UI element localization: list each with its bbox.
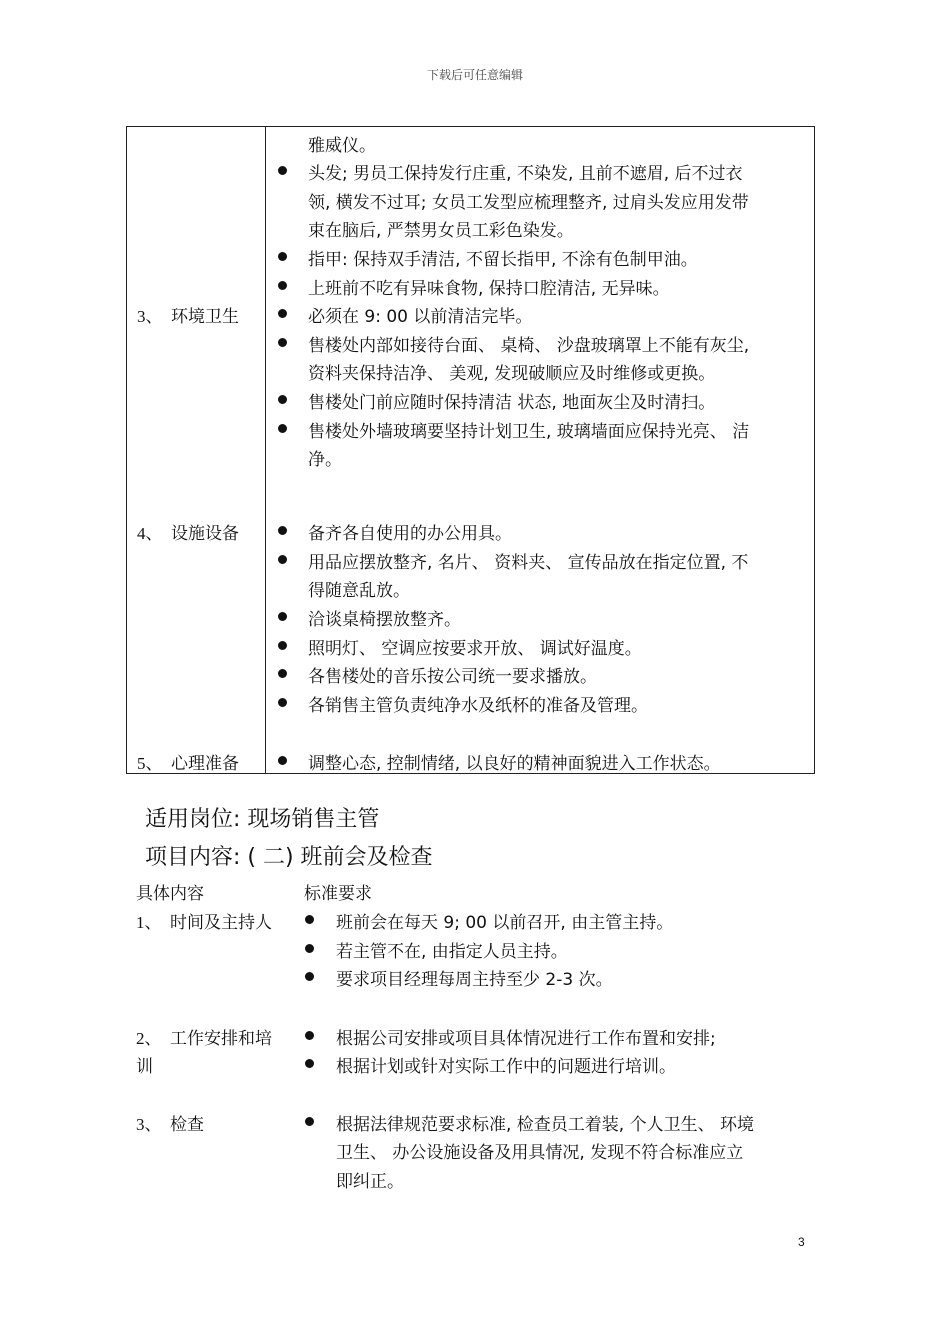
category-number: 5、 [137,754,163,773]
standards-table [126,126,815,774]
category-number: 2、 [136,1029,162,1048]
bullet-icon [278,309,287,318]
category-time-host [136,908,272,933]
bullet-icon [305,1117,314,1126]
standard-line: 若主管不在, 由指定人员主持。 [336,942,568,962]
bullet-icon [305,1031,314,1040]
category-work-training [136,1024,272,1049]
standard-line: 要求项目经理每周主持至少 2-3 次。 [336,970,613,990]
standard-line: 售楼处外墙玻璃要坚持计划卫生, 玻璃墙面应保持光亮、 洁 [308,422,750,442]
bullet-icon [305,972,314,981]
category-facilities [137,519,239,544]
standard-line: 净。 [308,450,342,470]
standard-line: 指甲: 保持双手清洁, 不留长指甲, 不涂有色制甲油。 [308,250,698,270]
category-label: 心理准备 [171,754,239,774]
category-label: 环境卫生 [171,307,239,327]
category-label-continuation: 训 [136,1057,153,1077]
standard-line: 各售楼处的音乐按公司统一要求播放。 [308,667,597,687]
standard-line: 照明灯、 空调应按要求开放、 调试好温度。 [308,639,642,659]
bullet-icon [278,281,287,290]
standard-line: 根据公司安排或项目具体情况进行工作布置和安排; [336,1029,716,1049]
column-header-content: 具体内容 [136,884,204,904]
category-number: 3、 [136,1115,162,1134]
page-number: 3 [798,1235,805,1249]
standard-line: 根据法律规范要求标准, 检查员工着装, 个人卫生、 环境 [336,1115,755,1135]
standard-line: 领, 横发不过耳; 女员工发型应梳理整齐, 过肩头发应用发带 [308,193,749,213]
bullet-icon [305,944,314,953]
standard-line: 必须在 9: 00 以前清洁完毕。 [308,307,533,327]
column-header-standard: 标准要求 [304,884,372,904]
standard-line: 资料夹保持洁净、 美观, 发现破顺应及时维修或更换。 [308,364,716,384]
bullet-icon [278,756,287,765]
category-label: 时间及主持人 [170,913,272,933]
standard-line: 班前会在每天 9; 00 以前召开, 由主管主持。 [336,913,674,933]
bullet-icon [278,612,287,621]
category-number: 3、 [137,307,163,326]
column-divider [265,127,266,773]
standard-line: 售楼处内部如接待台面、 桌椅、 沙盘玻璃罩上不能有灰尘, [308,336,750,356]
category-label: 设施设备 [171,524,239,544]
category-inspection [136,1110,204,1135]
project-heading: 项目内容: ( 二) 班前会及检查 [145,845,433,870]
bullet-icon [278,526,287,535]
standard-line: 头发; 男员工保持发行庄重, 不染发, 且前不遮眉, 后不过衣 [308,164,743,184]
category-label: 工作安排和培 [170,1029,272,1049]
standard-line: 调整心态, 控制情绪, 以良好的精神面貌进入工作状态。 [308,754,721,774]
standard-line: 根据计划或针对实际工作中的问题进行培训。 [336,1057,676,1077]
bullet-icon [278,424,287,433]
bullet-icon [278,338,287,347]
category-label: 检查 [170,1115,204,1135]
standard-line: 备齐各自使用的办公用具。 [308,524,512,544]
bullet-icon [278,252,287,261]
bullet-icon [278,395,287,404]
bullet-icon [278,641,287,650]
standard-line: 洽谈桌椅摆放整齐。 [308,610,461,630]
standard-line: 得随意乱放。 [308,581,410,601]
position-heading: 适用岗位: 现场销售主管 [145,807,380,832]
standard-line: 各销售主管负责纯净水及纸杯的准备及管理。 [308,696,648,716]
bullet-icon [278,166,287,175]
bullet-icon [305,915,314,924]
header-note: 下载后可任意编辑 [426,68,523,82]
standard-line: 束在脑后, 严禁男女员工彩色染发。 [308,221,574,241]
category-environment [137,302,239,327]
standard-line: 卫生、 办公设施设备及用具情况, 发现不符合标准应立 [336,1143,744,1163]
bullet-icon [278,669,287,678]
category-number: 4、 [137,524,163,543]
category-number: 1、 [136,913,162,932]
bullet-icon [305,1059,314,1068]
bullet-icon [278,698,287,707]
standard-line: 上班前不吃有异味食物, 保持口腔清洁, 无异味。 [308,279,670,299]
standard-line: 即纠正。 [336,1172,404,1192]
standard-line: 售楼处门前应随时保持清洁 状态, 地面灰尘及时清扫。 [308,393,716,413]
category-mental [137,749,239,774]
standard-line: 用品应摆放整齐, 名片、 资料夹、 宣传品放在指定位置, 不 [308,553,749,573]
continuation-line: 雅威仪。 [308,136,376,156]
bullet-icon [278,555,287,564]
